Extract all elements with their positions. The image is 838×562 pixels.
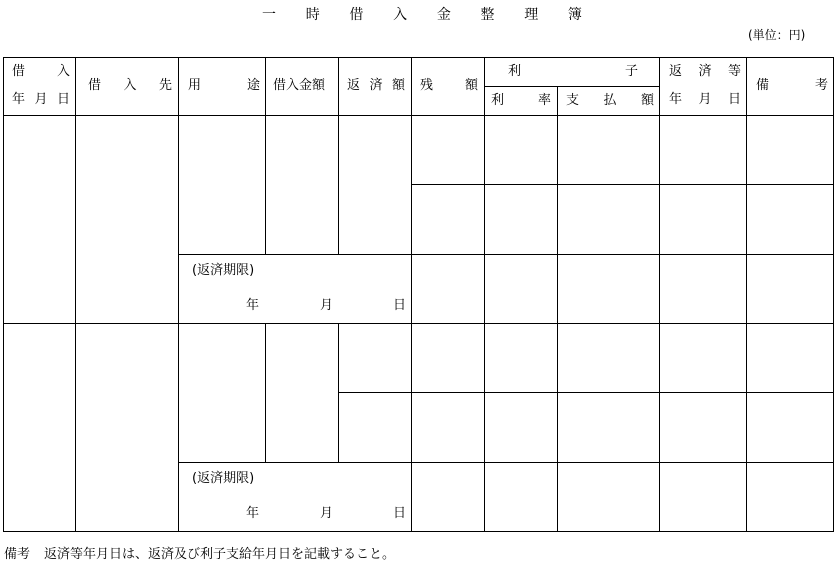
header-repayment-date-line2: 年 月 日 — [669, 92, 741, 107]
title-char: 時 — [305, 7, 320, 23]
header-interest: 利 子 — [508, 64, 638, 79]
header-remarks: 備 考 — [756, 78, 828, 93]
footnote-text: 返済等年月日は、返済及び利子支給年月日を記載すること。 — [44, 547, 396, 562]
deadline-year-label: 年 — [246, 506, 260, 521]
title-char: 一 — [262, 7, 276, 23]
header-lender: 借 入 先 — [88, 78, 172, 93]
header-interest-rate: 利 率 — [491, 93, 551, 108]
footnote — [4, 543, 409, 562]
deadline-year-label: 年 — [246, 298, 260, 313]
header-borrowed-amount: 借入金額 — [273, 78, 326, 93]
header-borrow-date-line1: 借 入 — [12, 64, 70, 79]
unit-label: (単位：円) — [748, 28, 806, 42]
title-char: 簿 — [567, 7, 582, 23]
deadline-day-label: 日 — [393, 506, 407, 521]
deadline-month-label: 月 — [320, 506, 334, 521]
repayment-deadline-label: (返済期限) — [192, 263, 255, 278]
deadline-day-label: 日 — [393, 298, 407, 313]
header-repayment-date-line1: 返 済 等 — [669, 64, 741, 79]
header-interest-paid: 支 払 額 — [566, 93, 654, 108]
repayment-deadline-label: (返済期限) — [192, 471, 255, 486]
footnote-label: 備考 — [4, 547, 31, 562]
header-repayment-amount: 返 済 額 — [347, 78, 405, 93]
title-char: 入 — [393, 7, 408, 23]
title-char: 理 — [524, 7, 539, 23]
header-balance: 残 額 — [420, 78, 478, 93]
header-borrow-date-line2: 年 月 日 — [12, 92, 70, 107]
title-char: 金 — [436, 7, 451, 23]
deadline-month-label: 月 — [320, 298, 334, 313]
title-char: 整 — [480, 7, 495, 23]
header-purpose: 用 途 — [188, 78, 260, 93]
title-char: 借 — [349, 7, 364, 23]
